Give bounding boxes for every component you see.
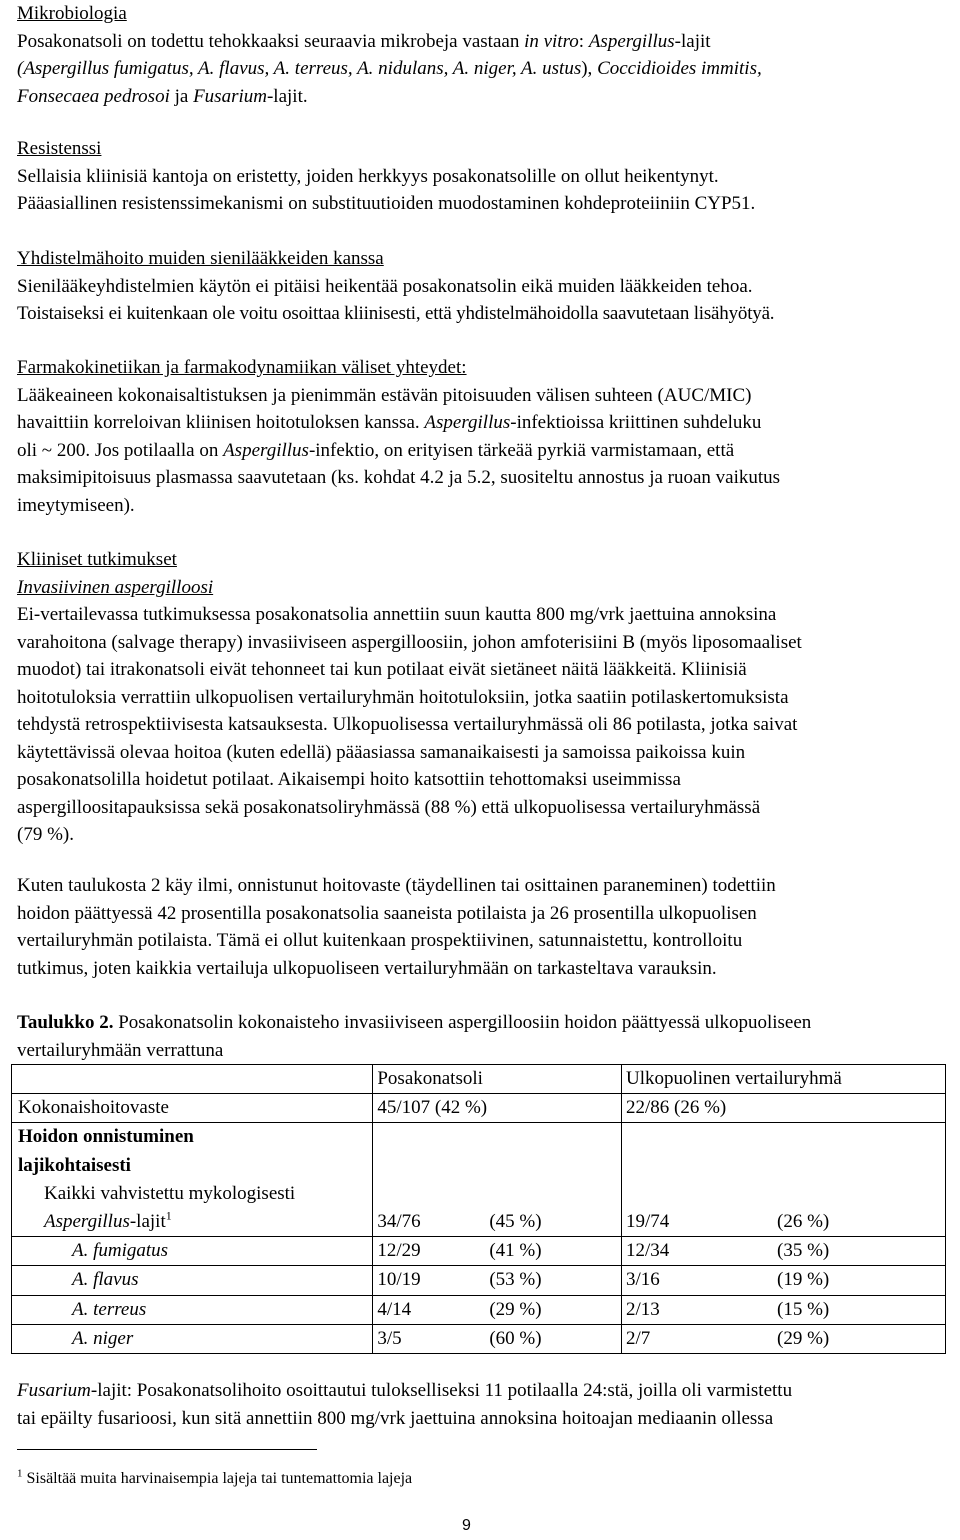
table-row — [12, 1123, 946, 1237]
species-name: A. terreus — [72, 1298, 147, 1320]
kliiniset-line: (79 %). — [17, 824, 74, 845]
resistenssi-line-2: Pääasiallinen resistenssimekanismi on substituutioiden muodostaminen kohdeproteiiniin CYP51. — [17, 193, 756, 214]
cell-ulkopuolinen: 22/86 (26 %) — [626, 1097, 727, 1119]
species-name: A. flavus — [72, 1269, 139, 1291]
table-caption-text: Posakonatsolin kokonaisteho invasiiviseen aspergilloosiin hoidon päättyessä ulkopuoliseen — [113, 1012, 812, 1033]
section-resistenssi — [17, 135, 952, 218]
page-number: 9 — [462, 1517, 471, 1534]
table-header-row — [12, 1065, 946, 1094]
cell-posakonatsoli-pct: (41 %) — [489, 1240, 542, 1262]
species-name: A. niger — [72, 1327, 134, 1349]
kuten-line: tutkimus, joten kaikkia vertailuja ulkopuoliseen vertailuryhmään on tarkasteltava varauksin. — [17, 957, 717, 979]
subheading-invasiivinen-aspergilloosi: Invasiivinen aspergilloosi — [17, 576, 214, 598]
section-fusarium — [17, 1377, 952, 1432]
table-row — [12, 1237, 946, 1266]
cell-posakonatsoli-n: 10/19 — [377, 1269, 421, 1291]
table-caption — [17, 1009, 960, 1064]
results-table-wrapper — [11, 1064, 946, 1354]
cell-posakonatsoli-pct: (29 %) — [489, 1298, 542, 1320]
cell-ulkopuolinen-n: 19/74 — [626, 1211, 670, 1233]
cell-ulkopuolinen-n: 12/34 — [626, 1240, 670, 1262]
yhdistelma-line-2: Toistaiseksi ei kuitenkaan ole voitu osoittaa kliinisesti, että yhdistelmähoidolla saavutetaan lisähyötyä. — [17, 303, 775, 324]
cell-posakonatsoli: 45/107 (42 %) — [377, 1097, 488, 1119]
kliiniset-line: varahoitona (salvage therapy) invasiiviseen aspergilloosiin, johon amfoterisiini B (myös liposomaaliset — [17, 631, 802, 653]
kuten-line: vertailuryhmän potilaista. Tämä ei ollut kuitenkaan prospektiivinen, satunnaistettu, kontrolloitu — [17, 930, 743, 951]
table-row — [12, 1094, 946, 1123]
species-name: A. fumigatus — [72, 1240, 169, 1262]
col-header-posakonatsoli: Posakonatsoli — [377, 1068, 483, 1089]
cell-ulkopuolinen-pct: (26 %) — [777, 1211, 830, 1233]
heading-yhdistelmahoito: Yhdistelmähoito muiden sienilääkkeiden kanssa — [17, 248, 384, 269]
cell-ulkopuolinen-pct: (19 %) — [777, 1269, 830, 1291]
table-caption-label: Taulukko 2. — [17, 1012, 114, 1033]
table-row — [12, 1266, 946, 1295]
resistenssi-line-1: Sellaisia kliinisiä kantoja on eristetty, joiden herkkyys posakonatsolille on ollut heikentynyt. — [17, 165, 719, 187]
footnote: $^1$ Sisältää muita harvinaisempia lajeja tai tuntemattomia lajeja — [17, 1467, 413, 1487]
kliiniset-line: käytettävissä olevaa hoitoa (kuten edellä) pääasiassa samanaikaisesti ja samoissa paikoissa kuin — [17, 741, 746, 763]
cell-posakonatsoli-pct: (60 %) — [489, 1327, 542, 1349]
yhdistelma-line-1: Sienilääkeyhdistelmien käytön ei pitäisi heikentää posakonatsolin eikä muiden lääkkeiden tehoa. — [17, 275, 753, 297]
kliiniset-line: tehdystä retrospektiivisesta katsauksesta. Ulkopuolisessa vertailuryhmässä oli 86 potilasta, jotka saivat — [17, 714, 798, 735]
fusarium-line-2: tai epäilty fusarioosi, kun sitä annettiin 800 mg/vrk jaettuina annoksina hoitoajan mediaanin ollessa — [17, 1407, 774, 1429]
row-label-kokonaishoitovaste: Kokonaishoitovaste — [18, 1097, 169, 1119]
kliiniset-line: posakonatsolilla hoidetut potilaat. Aikaisempi hoito katsottiin tehottomaksi useimmissa — [17, 769, 681, 790]
kliiniset-line: muodot) tai itrakonatsoli eivät tehonneet tai kun potilaat eivät sietäneet näitä lääkkeitä. Kliinisiä — [17, 659, 747, 680]
cell-posakonatsoli-n: 34/76 — [377, 1211, 421, 1233]
cell-ulkopuolinen-n: 2/13 — [626, 1298, 660, 1320]
table-caption-line-2: vertailuryhmään verrattuna — [17, 1039, 224, 1061]
col-header-ulkopuolinen: Ulkopuolinen vertailuryhmä — [626, 1068, 842, 1089]
table-row — [12, 1295, 946, 1324]
paragraph-mikrobiologia: Posakonatsoli on todettu tehokkaaksi seuraavia mikrobeja vastaan in vitro: Aspergillus-lajit (Aspergillus fumigatus, A. flavus, A. terreus, A. nidulans, A. niger, A. ustus), Coccidioides immitis, Fonsecaea pedrosoi ja Fusarium-lajit. — [17, 30, 762, 107]
cell-posakonatsoli-pct: (53 %) — [489, 1269, 542, 1291]
kliiniset-line: hoitotuloksia verrattiin ulkopuolisen vertailuryhmän hoitotuloksiin, jotka saatiin potilaskertomuksista — [17, 686, 789, 708]
kuten-line: hoidon päättyessä 42 prosentilla posakonatsolia saaneista potilaista ja 26 prosentilla ulkopuolisen — [17, 902, 757, 924]
cell-posakonatsoli-pct: (45 %) — [489, 1211, 542, 1233]
cell-ulkopuolinen-pct: (15 %) — [777, 1298, 830, 1320]
section-kliiniset-tutkimukset — [17, 546, 952, 849]
row-label-kaikki-vahvistettu: Kaikki vahvistettu mykologisesti Aspergillus-lajit$^1$ — [44, 1182, 296, 1233]
section-yhdistelmahoito — [17, 245, 952, 328]
row-label-hoidon-onnistuminen: Hoidon onnistuminen lajikohtaisesti — [18, 1126, 194, 1176]
cell-ulkopuolinen-pct: (29 %) — [777, 1327, 830, 1349]
section-kuten-taulukosta — [17, 872, 952, 982]
cell-posakonatsoli-n: 4/14 — [377, 1298, 412, 1320]
section-mikrobiologia — [17, 0, 952, 110]
cell-ulkopuolinen-n: 2/7 — [626, 1327, 651, 1349]
cell-posakonatsoli-n: 3/5 — [377, 1327, 402, 1349]
kuten-line: Kuten taulukosta 2 käy ilmi, onnistunut hoitovaste (täydellinen tai osittainen paraneminen) todettiin — [17, 875, 776, 896]
heading-mikrobiologia: Mikrobiologia — [17, 3, 127, 24]
kliiniset-line: Ei-vertailevassa tutkimuksessa posakonatsolia annettiin suun kautta 800 mg/vrk jaettuina annoksina — [17, 604, 777, 625]
heading-farmakokinetiikka: Farmakokinetiikan ja farmakodynamiikan väliset yhteydet: — [17, 357, 467, 378]
table-row — [12, 1324, 946, 1353]
cell-posakonatsoli-n: 12/29 — [377, 1240, 421, 1262]
section-farmakokinetiikka — [17, 354, 952, 519]
heading-kliiniset-tutkimukset: Kliiniset tutkimukset — [17, 549, 177, 570]
kliiniset-line: aspergilloositapauksissa sekä posakonatsoliryhmässä (88 %) että ulkopuolisessa vertailuryhmässä — [17, 796, 761, 818]
cell-ulkopuolinen-pct: (35 %) — [777, 1240, 830, 1262]
footnote-separator — [17, 1449, 317, 1450]
fusarium-line-1: Fusarium-lajit: Posakonatsolihoito osoittautui tulokselliseksi 11 potilaalla 24:stä, joilla oli varmistettu — [17, 1380, 793, 1401]
paragraph-farmakokinetiikka: Lääkeaineen kokonaisaltistuksen ja pienimmän estävän pitoisuuden välisen suhteen (AUC/MIC) havaittiin korreloivan kliinisen hoitotuloksen kanssa. Aspergillus-infektioissa kriittinen suhdeluku oli ~ 200. Jos potilaalla on Aspergillus-infektio, on erityisen tärkeää pyrkiä varmistamaan, että maksimipitoisuus plasmassa saavutetaan (ks. kohdat 4.2 ja 5.2, suositeltu annostus ja ruoan vaikutus imeytymiseen). — [17, 384, 781, 516]
heading-resistenssi: Resistenssi — [17, 138, 102, 159]
results-table — [11, 1064, 946, 1354]
cell-ulkopuolinen-n: 3/16 — [626, 1269, 660, 1291]
